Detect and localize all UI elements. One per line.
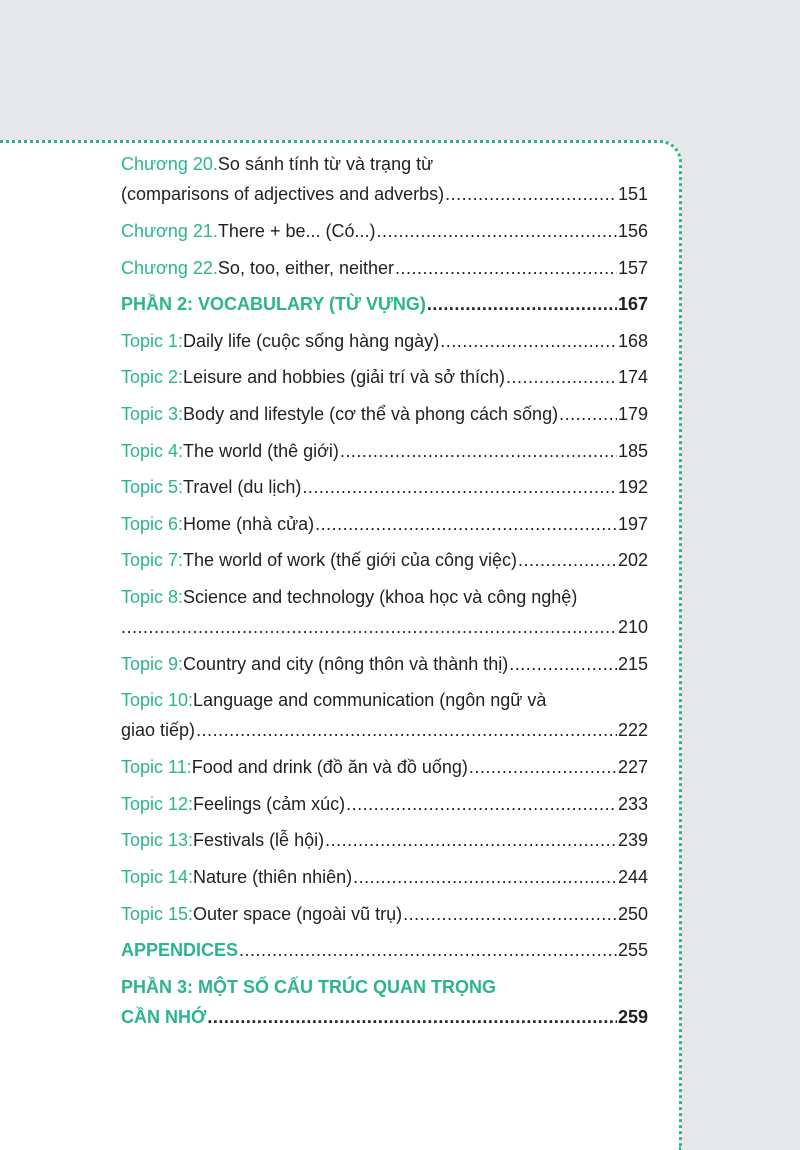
toc-entry-topic-2[interactable] [121, 362, 648, 392]
toc-entry-part-2[interactable] [121, 289, 648, 319]
leader-dots [445, 179, 617, 209]
entry-label: Topic 14: [121, 867, 194, 887]
entry-label: Topic 6: [121, 514, 184, 534]
entry-label: Chương 22. [121, 258, 218, 278]
page-number: 197 [617, 514, 648, 534]
page-number: 167 [617, 294, 648, 314]
leader-dots [302, 472, 617, 502]
toc-entry-topic-3[interactable] [121, 399, 648, 429]
section-heading: PHẦN 3: MỘT SỐ CẤU TRÚC QUAN TRỌNG [121, 977, 496, 997]
entry-label: Topic 15: [121, 904, 194, 924]
page-number: 192 [617, 477, 648, 497]
toc-entry-chapter-22[interactable] [121, 253, 648, 283]
page-number: 222 [617, 720, 648, 740]
section-heading: APPENDICES [121, 940, 239, 960]
leader-dots [315, 509, 617, 539]
toc-entry-topic-13[interactable] [121, 825, 648, 855]
page-number: 215 [617, 654, 648, 674]
page-number: 157 [617, 258, 648, 278]
leader-dots [403, 899, 617, 929]
entry-label: Chương 21. [121, 221, 218, 241]
leader-dots [196, 715, 617, 745]
entry-title: So, too, either, neither [217, 258, 395, 278]
leader-dots [506, 362, 617, 392]
leader-dots [121, 612, 617, 642]
leader-dots [340, 436, 617, 466]
entry-title: Feelings (cảm xúc) [193, 794, 346, 814]
entry-title-cont: (comparisons of adjectives and adverbs) [121, 184, 445, 204]
page-number: 250 [617, 904, 648, 924]
leader-dots [395, 253, 617, 283]
entry-title: The world of work (thế giới của công việc) [183, 550, 517, 570]
entry-title: The world (thê giới) [183, 441, 339, 461]
toc-entry-topic-7[interactable] [121, 545, 648, 575]
toc-entry-topic-10[interactable] [121, 685, 648, 745]
entry-label: Topic 1: [121, 331, 184, 351]
toc-entry-topic-14[interactable] [121, 862, 648, 892]
page-number: 233 [617, 794, 648, 814]
entry-title: Science and technology (khoa học và công nghệ) [183, 587, 578, 607]
entry-label: Topic 9: [121, 654, 184, 674]
leader-dots [376, 216, 616, 246]
page-number: 151 [617, 184, 648, 204]
entry-title: Language and communication (ngôn ngữ và [193, 690, 547, 710]
entry-title: Nature (thiên nhiên) [193, 867, 353, 887]
leader-dots [518, 545, 617, 575]
entry-label: Topic 2: [121, 367, 184, 387]
toc-entry-topic-9[interactable] [121, 649, 648, 679]
toc-entry-topic-11[interactable] [121, 752, 648, 782]
page-number: 202 [617, 550, 648, 570]
toc-entry-chapter-20[interactable] [121, 149, 648, 209]
entry-label: Topic 10: [121, 690, 194, 710]
toc-entry-topic-1[interactable] [121, 326, 648, 356]
toc-entry-topic-15[interactable] [121, 899, 648, 929]
entry-label: Topic 7: [121, 550, 184, 570]
entry-title: There + be... (Có...) [217, 221, 376, 241]
toc-entry-topic-6[interactable] [121, 509, 648, 539]
page-number: 255 [617, 940, 648, 960]
leader-dots [346, 789, 617, 819]
entry-label: Topic 3: [121, 404, 184, 424]
entry-title-cont: giao tiếp) [121, 720, 196, 740]
entry-label: Topic 12: [121, 794, 194, 814]
entry-title: Travel (du lịch) [183, 477, 302, 497]
page-number: 244 [617, 867, 648, 887]
toc-entry-appendices[interactable] [121, 935, 648, 965]
page-number: 174 [617, 367, 648, 387]
toc-entry-topic-5[interactable] [121, 472, 648, 502]
toc-entry-topic-4[interactable] [121, 436, 648, 466]
leader-dots [353, 862, 617, 892]
leader-dots [325, 825, 617, 855]
leader-dots [207, 1002, 617, 1032]
toc-entry-part-3[interactable] [121, 972, 648, 1032]
entry-label: Topic 13: [121, 830, 194, 850]
entry-label: Topic 5: [121, 477, 184, 497]
entry-label: Topic 4: [121, 441, 184, 461]
entry-title: Leisure and hobbies (giải trí và sở thích) [183, 367, 506, 387]
entry-title: Home (nhà cửa) [183, 514, 315, 534]
entry-title: Outer space (ngoài vũ trụ) [193, 904, 403, 924]
section-heading: PHẦN 2: VOCABULARY (TỪ VỰNG) [121, 294, 426, 314]
entry-title: Body and lifestyle (cơ thể và phong cách sống) [183, 404, 559, 424]
page-number: 185 [617, 441, 648, 461]
page-number: 239 [617, 830, 648, 850]
leader-dots [469, 752, 617, 782]
page-number: 179 [617, 404, 648, 424]
page-number: 210 [617, 617, 648, 637]
page-number: 168 [617, 331, 648, 351]
leader-dots [440, 326, 617, 356]
entry-label: Topic 8: [121, 587, 184, 607]
entry-label: Chương 20. [121, 154, 218, 174]
entry-title: Country and city (nông thôn và thành thị) [183, 654, 509, 674]
page-number: 156 [617, 221, 648, 241]
page-number: 227 [617, 757, 648, 777]
toc-entry-chapter-21[interactable] [121, 216, 648, 246]
leader-dots [509, 649, 617, 679]
section-heading-cont: CẦN NHỚ [121, 1007, 207, 1027]
entry-title: Food and drink (đồ ăn và đồ uống) [191, 757, 468, 777]
entry-title: Festivals (lễ hội) [193, 830, 325, 850]
entry-title: Daily life (cuộc sống hàng ngày) [183, 331, 440, 351]
entry-title: So sánh tính từ và trạng từ [217, 154, 434, 174]
leader-dots [559, 399, 617, 429]
leader-dots [427, 289, 617, 319]
toc-entry-topic-8[interactable] [121, 582, 648, 642]
leader-dots [239, 935, 617, 965]
entry-label: Topic 11: [121, 757, 192, 777]
toc-entry-topic-12[interactable] [121, 789, 648, 819]
page-number: 259 [617, 1007, 648, 1027]
